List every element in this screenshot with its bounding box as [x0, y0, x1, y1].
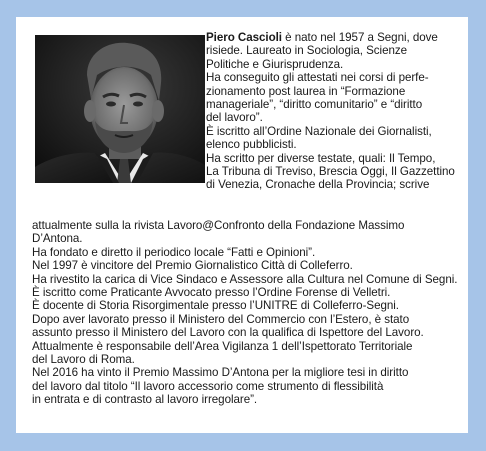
bio-line: del lavoro”.: [206, 111, 263, 125]
bio-line: manageriale”, “diritto comunitario” e “diritto: [206, 98, 423, 112]
bio-line: del lavoro dal titolo “Il lavoro accessorio come strumento di flessibilità: [32, 379, 384, 393]
bio-line: Ha conseguito gli attestati nei corsi di perfe-: [206, 71, 429, 85]
bio-line: D’Antona.: [32, 232, 83, 246]
bio-line: È iscritto all’Ordine Nazionale dei Giornalisti,: [206, 124, 432, 138]
bio-line: Politiche e Giurisprudenza.: [206, 57, 344, 71]
bio-line: assunto presso il Ministero del Lavoro con la qualifica di Ispettore del Lavoro.: [32, 326, 424, 340]
bio-line: del Lavoro di Roma.: [32, 353, 135, 367]
bio-line: Nel 2016 ha vinto il Premio Massimo D’Antona per la migliore tesi in diritto: [32, 366, 409, 380]
bio-line: di Venezia, Cronache della Provincia; scrive: [206, 178, 430, 192]
bio-line: La Tribuna di Treviso, Brescia Oggi, Il Gazzettino: [206, 165, 455, 179]
bio-line: Dopo aver lavorato presso il Ministero del Commercio con l’Estero, è stato: [32, 312, 410, 326]
bio-text-top: [206, 31, 464, 192]
bio-line: Attualmente è responsabile dell’Area Vigilanza 1 dell’Ispettorato Territoriale: [32, 339, 413, 353]
bio-line: elenco pubblicisti.: [206, 138, 297, 152]
bio-line: zionamento post laurea in “Formazione: [206, 84, 406, 98]
bio-line: Ha fondato e diretto il periodico locale “Fatti e Opinioni”.: [32, 245, 316, 259]
bio-line: Ha rivestito la carica di Vice Sindaco e Assessore alla Cultura nel Comune di Segni.: [32, 272, 458, 286]
bio-line: Ha scritto per diverse testate, quali: Il Tempo,: [206, 151, 436, 165]
bio-name: Piero Cascioli: [206, 31, 282, 44]
bio-line: è nato nel 1957 a Segni, dove: [281, 31, 438, 44]
bio-card: [16, 17, 468, 433]
bio-line: Nel 1997 è vincitore del Premio Giornalistico Città di Colleferro.: [32, 259, 353, 273]
bio-text-bottom: [32, 219, 468, 407]
portrait-image: [35, 35, 205, 183]
bio-line: È iscritto come Praticante Avvocato presso l’Ordine Forense di Velletri.: [32, 286, 391, 300]
bio-line-first: [206, 31, 464, 44]
portrait-photo: [35, 35, 205, 183]
bio-line: risiede. Laureato in Sociologia, Scienze: [206, 44, 408, 58]
bio-line: È docente di Storia Risorgimentale presso l’UNITRE di Colleferro-Segni.: [32, 299, 399, 313]
bio-line: in entrata e di contrasto al lavoro irregolare”.: [32, 393, 258, 407]
bio-line: attualmente sulla la rivista Lavoro@Confronto della Fondazione Massimo: [32, 219, 405, 232]
